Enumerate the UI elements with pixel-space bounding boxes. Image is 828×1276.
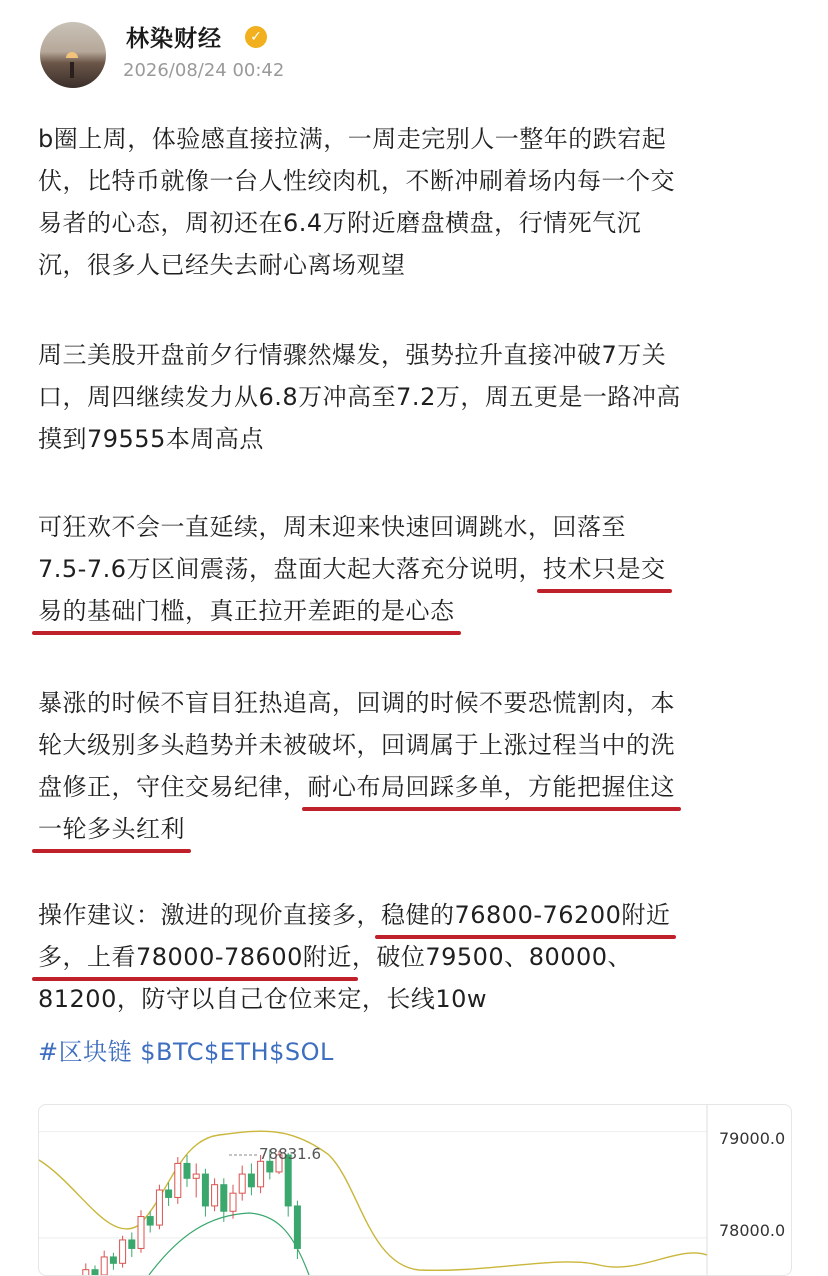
text-segment: 可狂欢不会一直延续，周末迎来快速回调跳水，回落至 (38, 513, 626, 541)
candle-body (202, 1174, 208, 1206)
paragraph-line (38, 548, 798, 590)
author-name[interactable]: 林染财经 (126, 26, 222, 52)
candle-body (193, 1174, 199, 1178)
text-segment: 摸到79555本周高点 (38, 425, 264, 453)
paragraph-line (38, 978, 798, 1020)
verified-badge-icon: ✓ (245, 26, 267, 48)
text-segment: 沉，很多人已经失去耐心离场观望 (38, 251, 406, 279)
highlighted-text: 多，上看78000-78600附近 (38, 943, 352, 971)
candle-body (184, 1163, 190, 1178)
post-paragraph (38, 506, 798, 632)
text-segment: b圈上周，体验感直接拉满，一周走完别人一整年的跌宕起 (38, 125, 667, 153)
post-paragraph (38, 682, 798, 850)
text-segment: ，破位79500、80000、 (351, 943, 633, 971)
highlighted-text: 易的基础门槛，真正拉开差距的是心态 (38, 597, 455, 625)
candle-body (166, 1190, 172, 1197)
paragraph-line (38, 894, 798, 936)
author-avatar[interactable] (40, 22, 106, 88)
peak-price-label: 78831.6 (259, 1145, 322, 1163)
paragraph-line (38, 334, 798, 376)
upper-band-line (39, 1131, 707, 1270)
text-segment: 7.5-7.6万区间震荡，盘面大起大落充分说明， (38, 555, 543, 583)
candle-body (147, 1217, 153, 1226)
text-segment: 轮大级别多头趋势并未被破坏，回调属于上涨过程当中的洗 (38, 731, 675, 759)
candle-body (83, 1270, 89, 1275)
candle-body (129, 1240, 135, 1249)
candle-body (156, 1190, 162, 1225)
highlighted-text: 耐心布局回踩多单，方能把握住这 (307, 773, 675, 801)
candle-body (221, 1185, 227, 1212)
paragraph-line (38, 376, 798, 418)
price-chart-card[interactable] (38, 1104, 792, 1276)
post-paragraph (38, 894, 798, 1020)
text-segment: 盘修正，守住交易纪律， (38, 773, 308, 801)
avatar-sun-shape (66, 52, 78, 58)
text-segment: 易者的心态，周初还在6.4万附近磨盘横盘，行情死气沉 (38, 209, 642, 237)
paragraph-line (38, 160, 798, 202)
candle-body (212, 1185, 218, 1206)
highlighted-text: 稳健的76800-76200附近 (381, 901, 671, 929)
candle-body (258, 1161, 264, 1187)
paragraph-line (38, 682, 798, 724)
candle-body (175, 1163, 181, 1197)
text-segment: 81200，防守以自己仓位来定，长线10w (38, 985, 488, 1013)
text-segment: 口，周四继续发力从6.8万冲高至7.2万，周五更是一路冲高 (38, 383, 681, 411)
text-segment: 伏，比特币就像一台人性绞肉机，不断冲刷着场内每一个交 (38, 167, 675, 195)
text-segment: 周三美股开盘前夕行情骤然爆发，强势拉升直接冲破7万关 (38, 341, 667, 369)
paragraph-line (38, 590, 798, 632)
paragraph-line (38, 808, 798, 850)
paragraph-line (38, 766, 798, 808)
paragraph-line (38, 724, 798, 766)
text-segment: 操作建议：激进的现价直接多， (38, 901, 381, 929)
post-header (0, 0, 828, 105)
paragraph-line (38, 118, 798, 160)
candle-body (92, 1270, 98, 1275)
paragraph-line (38, 418, 798, 460)
paragraph-line (38, 506, 798, 548)
candle-body (101, 1257, 107, 1275)
avatar-tree-shape (70, 62, 74, 78)
hashtag-links[interactable]: #区块链 $BTC$ETH$SOL (38, 1038, 334, 1066)
middle-band-line (149, 1213, 309, 1275)
highlighted-text: 技术只是交 (543, 555, 666, 583)
candle-body (110, 1257, 116, 1263)
price-tick-label: 78000.0 (719, 1221, 786, 1240)
price-tick-label: 79000.0 (719, 1129, 786, 1148)
paragraph-line (38, 936, 798, 978)
candle-body (120, 1240, 126, 1263)
paragraph-line (38, 202, 798, 244)
text-segment: 暴涨的时候不盲目狂热追高，回调的时候不要恐慌割肉，本 (38, 689, 675, 717)
candle-body (138, 1217, 144, 1249)
candle-body (248, 1174, 254, 1187)
candlestick-chart (39, 1105, 791, 1275)
paragraph-line (38, 244, 798, 286)
post-paragraph (38, 118, 798, 286)
post-timestamp: 2026/08/24 00:42 (123, 60, 285, 81)
post-paragraph (38, 334, 798, 460)
highlighted-text: 一轮多头红利 (38, 815, 185, 843)
candle-body (230, 1193, 236, 1211)
candle-body (294, 1206, 300, 1249)
candle-body (239, 1174, 245, 1193)
